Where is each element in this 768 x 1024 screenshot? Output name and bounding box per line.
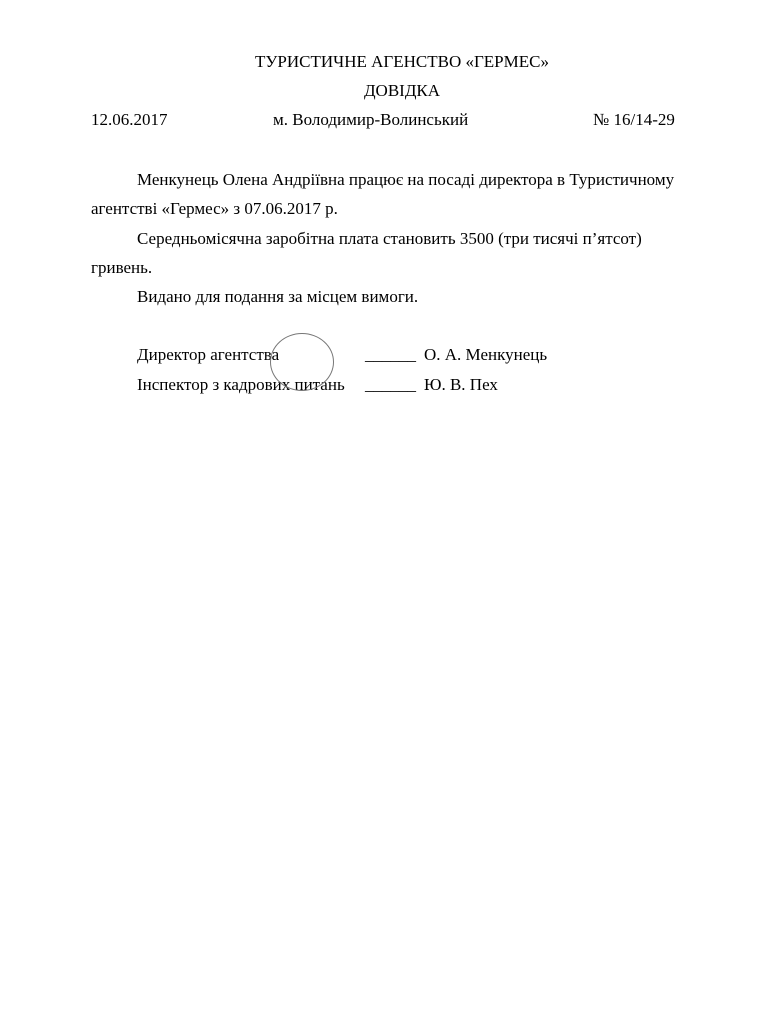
- paragraph-employment-line1: Менкунець Олена Андріївна працює на посаді директора в Туристичному: [137, 170, 675, 189]
- signature-line-inspector: ______: [365, 375, 416, 394]
- signature-name-inspector: Ю. В. Пех: [424, 375, 498, 394]
- paragraph-salary-line2: гривень.: [91, 258, 153, 277]
- signature-position-inspector: Інспектор з кадрових питань: [137, 375, 345, 394]
- paragraph-employment-line2: агентстві «Гермес» з 07.06.2017 р.: [91, 199, 338, 218]
- stamp-seal-outline: [270, 333, 334, 391]
- document-number: № 16/14-29: [593, 110, 675, 129]
- organization-name: ТУРИСТИЧНЕ АГЕНСТВО «ГЕРМЕС»: [255, 52, 549, 71]
- paragraph-salary-line1: Середньомісячна заробітна плата становить 3500 (три тисячі п’ятсот): [137, 229, 642, 248]
- paragraph-purpose: Видано для подання за місцем вимоги.: [137, 287, 419, 306]
- signature-position-director: Директор агентства: [137, 345, 280, 364]
- signature-line-director: ______: [365, 345, 416, 364]
- signature-name-director: О. А. Менкунець: [424, 345, 548, 364]
- document-date: 12.06.2017: [91, 110, 168, 129]
- document-title: ДОВІДКА: [363, 81, 441, 100]
- document-city: м. Володимир-Волинський: [273, 110, 469, 129]
